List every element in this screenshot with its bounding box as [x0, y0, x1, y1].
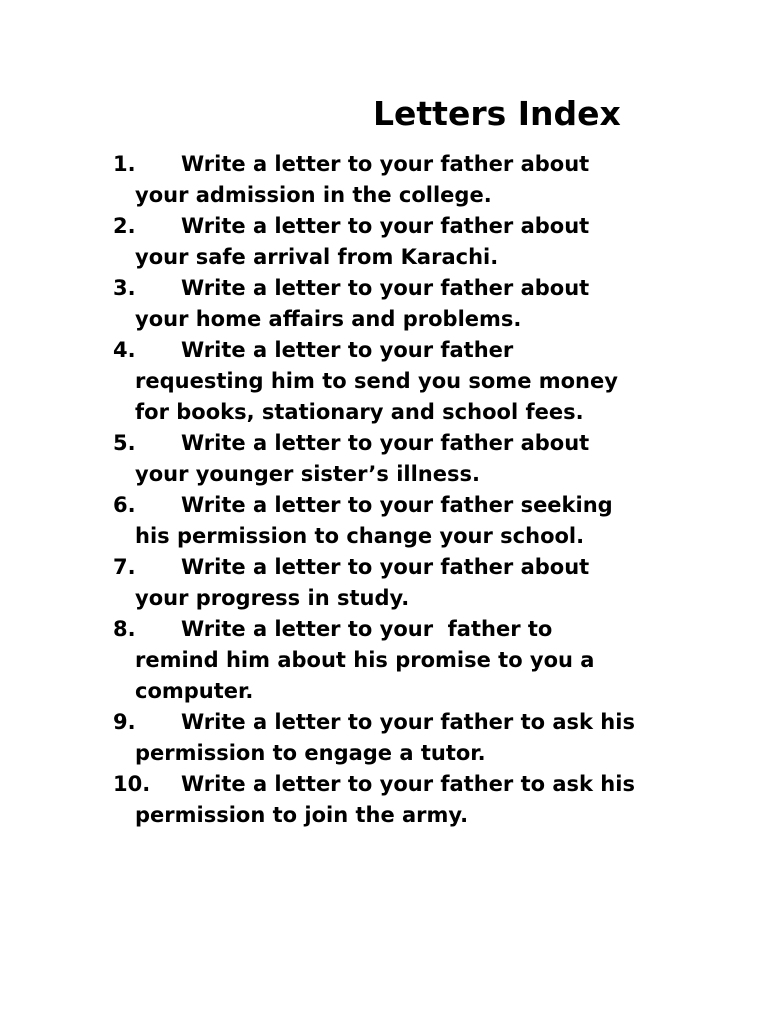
item-text: Write a letter to your father	[181, 338, 514, 362]
item-text: Write a letter to your father to ask his	[181, 772, 635, 796]
item-first-line	[113, 769, 683, 800]
item-text: Write a letter to your father about	[181, 276, 590, 300]
item-first-line	[113, 490, 683, 521]
item-number: 8.	[113, 617, 136, 641]
list-item	[113, 149, 683, 211]
item-text: Write a letter to your father seeking	[181, 493, 613, 517]
item-continuation: computer.	[135, 679, 254, 703]
item-number: 9.	[113, 710, 136, 734]
item-first-line	[113, 552, 683, 583]
item-first-line	[113, 211, 683, 242]
list-item	[113, 614, 683, 707]
item-continuation: requesting him to send you some money	[135, 369, 618, 393]
item-continuation: your home affairs and problems.	[135, 307, 522, 331]
item-first-line	[113, 149, 683, 180]
item-continuation: permission to join the army.	[135, 803, 469, 827]
item-continuation: your safe arrival from Karachi.	[135, 245, 499, 269]
item-number: 6.	[113, 493, 136, 517]
letters-list	[113, 149, 683, 831]
item-continuation: remind him about his promise to you a	[135, 648, 595, 672]
item-continuation: for books, stationary and school fees.	[135, 400, 584, 424]
item-first-line	[113, 273, 683, 304]
item-text: Write a letter to your father about	[181, 431, 590, 455]
item-continuation: permission to engage a tutor.	[135, 741, 486, 765]
list-item	[113, 490, 683, 552]
item-text: Write a letter to your father about	[181, 214, 590, 238]
item-continuation: his permission to change your school.	[135, 524, 585, 548]
list-item	[113, 707, 683, 769]
list-item	[113, 428, 683, 490]
item-continuation: your younger sister’s illness.	[135, 462, 480, 486]
item-number: 3.	[113, 276, 136, 300]
item-first-line	[113, 428, 683, 459]
item-continuation: your progress in study.	[135, 586, 410, 610]
list-item	[113, 273, 683, 335]
list-item	[113, 769, 683, 831]
item-number: 4.	[113, 338, 136, 362]
list-item	[113, 552, 683, 614]
item-text: Write a letter to your father about	[181, 555, 590, 579]
item-number: 5.	[113, 431, 136, 455]
list-item	[113, 335, 683, 428]
item-number: 2.	[113, 214, 136, 238]
list-item	[113, 211, 683, 273]
item-text: Write a letter to your father to ask his	[181, 710, 635, 734]
item-first-line	[113, 614, 683, 645]
item-text: Write a letter to your father about	[181, 152, 590, 176]
item-first-line	[113, 707, 683, 738]
item-continuation: your admission in the college.	[135, 183, 492, 207]
item-number: 1.	[113, 152, 136, 176]
item-number: 10.	[113, 772, 151, 796]
page-title: Letters Index	[373, 94, 621, 133]
item-number: 7.	[113, 555, 136, 579]
item-first-line	[113, 335, 683, 366]
item-text: Write a letter to your father to	[181, 617, 553, 641]
